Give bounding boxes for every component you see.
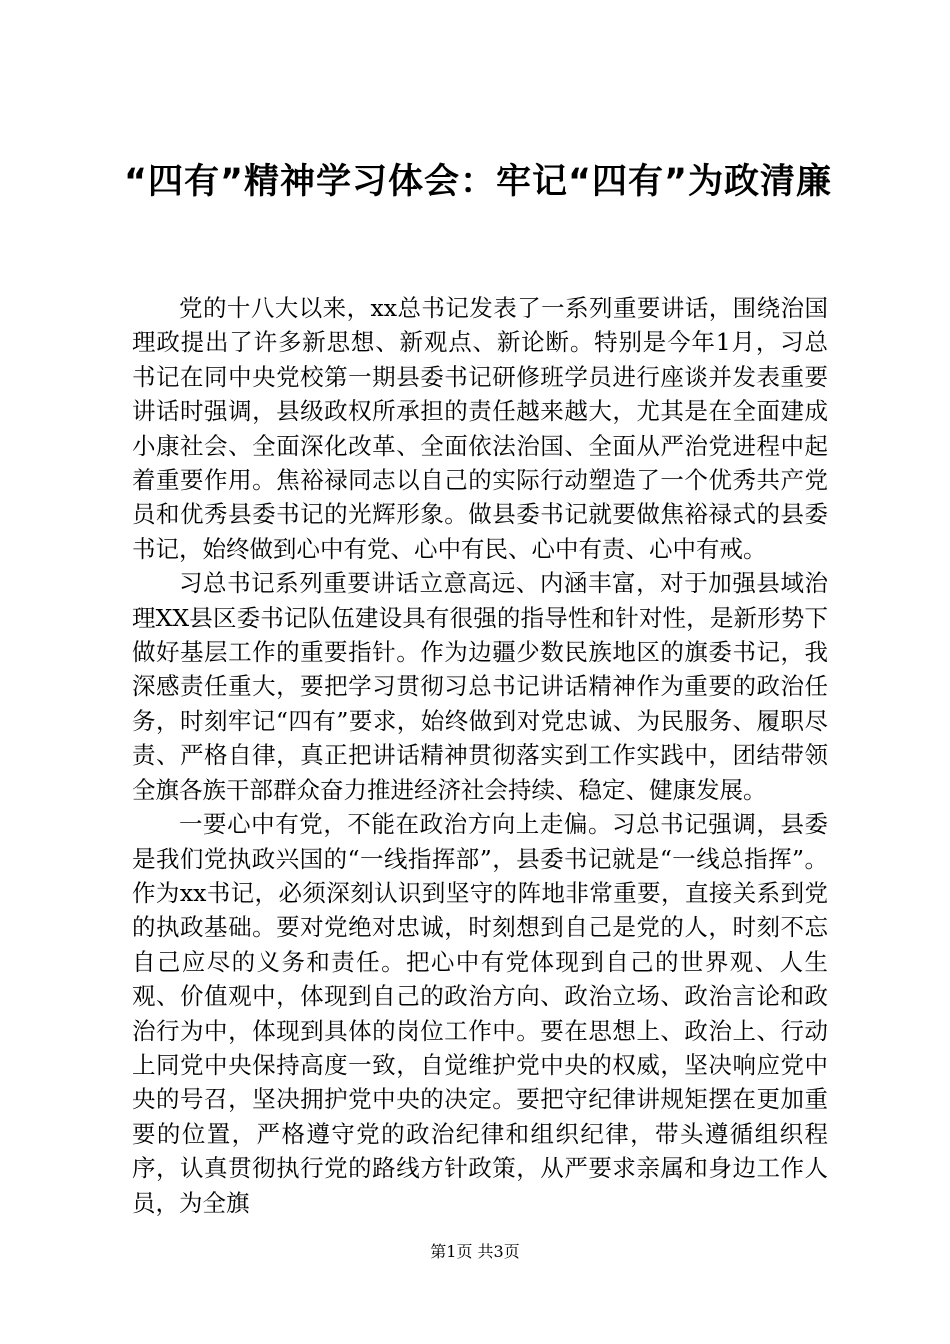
paragraph-1: 党的十八大以来，xx总书记发表了一系列重要讲话，围绕治国理政提出了许多新思想、新观点、新论断。特别是今年1月，习总书记在同中央党校第一期县委书记研修班学员进行座谈并发表重要讲话时强调，县级政权所承担的责任越来越大，尤其是在全面建成小康社会、全面深化改革、全面依法治国、全面从严治党进程中起着重要作用。焦裕禄同志以自己的实际行动塑造了一个优秀共产党员和优秀县委书记的光辉形象。做县委书记就要做焦裕禄式的县委书记，始终做到心中有党、心中有民、心中有责、心中有戒。 [132,294,828,563]
document-title: “四有”精神学习体会：牢记“四有”为政清廉 [123,162,832,202]
page-footer: 第1页 共3页 [430,1242,520,1261]
paragraph-3: 一要心中有党，不能在政治方向上走偏。习总书记强调，县委是我们党执政兴国的“一线指挥部”，县委书记就是“一线总指挥”。作为xx书记，必须深刻认识到坚守的阵地非常重要，直接关系到党的执政基础。要对党绝对忠诚，时刻想到自己是党的人，时刻不忘自己应尽的义务和责任。把心中有党体现到自己的世界观、人生观、价值观中，体现到自己的政治方向、政治立场、政治言论和政治行为中，体现到具体的岗位工作中。要在思想上、政治上、行动上同党中央保持高度一致，自觉维护党中央的权威，坚决响应党中央的号召，坚决拥护党中央的决定。要把守纪律讲规矩摆在更加重要的位置，严格遵守党的政治纪律和组织纪律，带头遵循组织程序，认真贯彻执行党的路线方针政策，从严要求亲属和身边工作人员，为全旗 [132,810,828,1217]
document-body [132,291,828,1220]
paragraph-2: 习总书记系列重要讲话立意高远、内涵丰富，对于加强县域治理XX县区委书记队伍建设具有很强的指导性和针对性，是新形势下做好基层工作的重要指针。作为边疆少数民族地区的旗委书记，我深感责任重大，要把学习贯彻习总书记讲话精神作为重要的政治任务，时刻牢记“四有”要求，始终做到对党忠诚、为民服务、履职尽责、严格自律，真正把讲话精神贯彻落实到工作实践中，团结带领全旗各族干部群众奋力推进经济社会持续、稳定、健康发展。 [132,569,828,804]
